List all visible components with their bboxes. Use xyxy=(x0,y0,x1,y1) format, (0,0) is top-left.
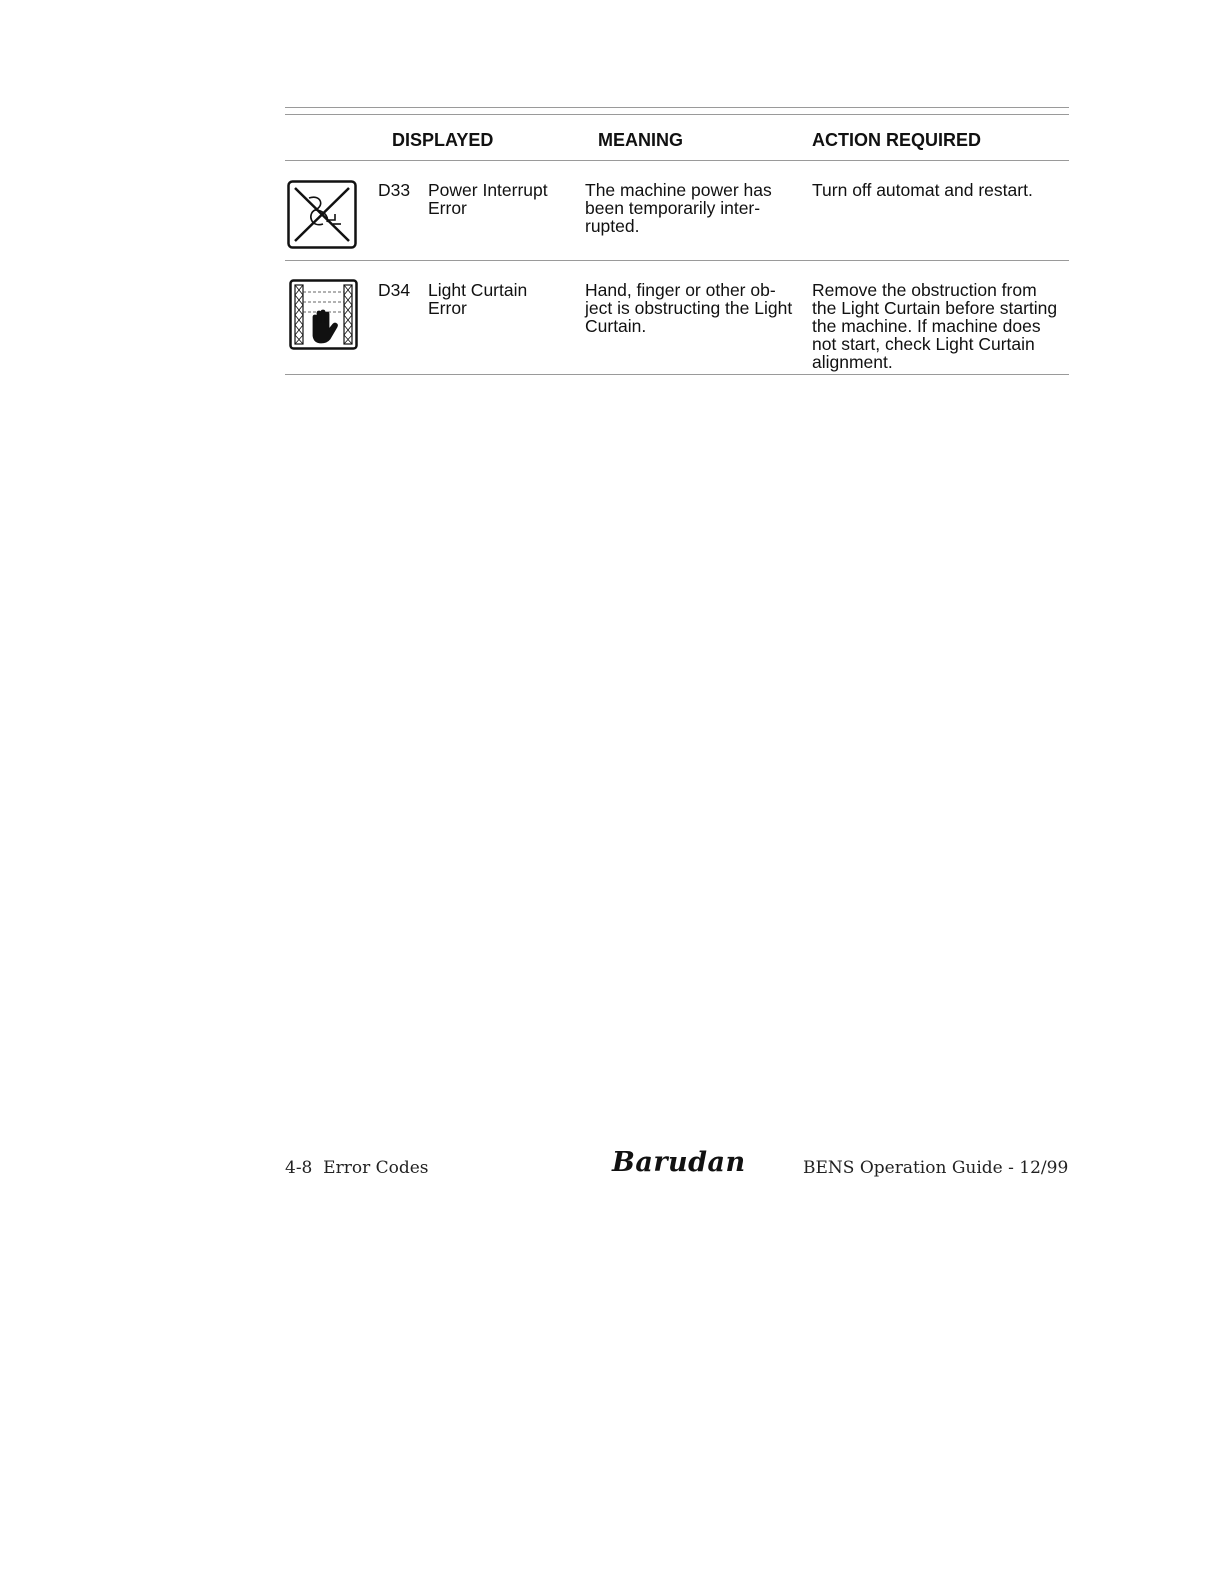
top-rule-1 xyxy=(285,107,1069,108)
footer-section: 4-8 Error Codes xyxy=(285,1158,429,1178)
barudan-logo: Barudan xyxy=(612,1147,746,1178)
error-code: D34 xyxy=(378,280,411,300)
error-meaning: The machine power has been temporarily inter- rupted. xyxy=(585,180,772,236)
header-action-required: ACTION REQUIRED xyxy=(812,130,982,150)
error-action: Remove the obstruction from the Light Curtain before starting the machine. If machine does not start, check Light Curtain alignment. xyxy=(812,280,1058,372)
error-action: Turn off automat and restart. xyxy=(812,180,1033,200)
footer-guide-title: BENS Operation Guide - 12/99 xyxy=(803,1158,1069,1178)
error-code: D33 xyxy=(378,180,411,200)
error-meaning: Hand, finger or other ob- ject is obstructing the Light Curtain. xyxy=(585,280,793,336)
power-interrupt-icon xyxy=(287,180,357,249)
bottom-rule xyxy=(285,374,1069,375)
error-name: Power Interrupt Error xyxy=(428,180,548,218)
header-rule xyxy=(285,160,1069,161)
error-name: Light Curtain Error xyxy=(428,280,528,318)
top-rule-2 xyxy=(285,114,1069,115)
header-meaning: MEANING xyxy=(598,130,683,150)
row-rule xyxy=(285,260,1069,261)
header-displayed: DISPLAYED xyxy=(392,130,494,150)
light-curtain-hand-icon xyxy=(289,279,358,350)
